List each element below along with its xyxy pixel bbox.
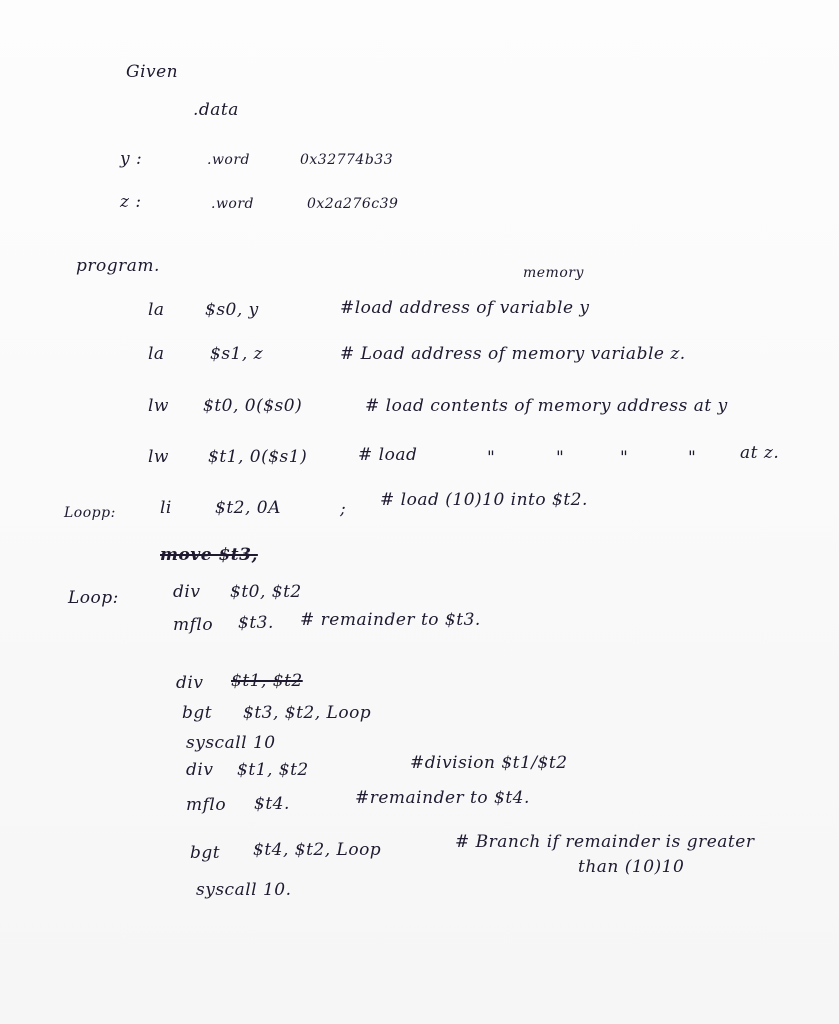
- line-5-comment: # load (10)10 into $t2.: [380, 490, 588, 510]
- line-15-syscall: syscall 10.: [196, 880, 292, 900]
- line-11-syscall: syscall 10: [186, 733, 276, 753]
- line-4-operands: $t1, 0($s1): [208, 447, 308, 467]
- ditto-1: ": [487, 448, 496, 468]
- word-directive-z: .word: [211, 196, 255, 212]
- scribbled-out-line: move $t3,: [160, 545, 258, 565]
- line-1-opcode: la: [148, 300, 165, 320]
- line-8-opcode: mflo: [173, 615, 214, 635]
- line-8-comment: # remainder to $t3.: [300, 610, 481, 630]
- line-7-operands: $t0, $t2: [230, 582, 302, 602]
- line-14-opcode: bgt: [190, 843, 221, 863]
- value-y: 0x32774b33: [300, 152, 394, 168]
- line-9-operands: $t1, $t2: [231, 671, 303, 691]
- line-12-opcode: div: [186, 760, 214, 780]
- line-4-comment: # load: [358, 445, 418, 465]
- line-2-operands: $s1, z: [210, 344, 264, 364]
- line-3-operands: $t0, 0($s0): [203, 396, 303, 416]
- ditto-2: ": [556, 448, 565, 468]
- line-14-comment: # Branch if remainder is greater: [455, 832, 755, 852]
- memory-note: memory: [523, 265, 584, 281]
- line-14-operands: $t4, $t2, Loop: [253, 840, 382, 860]
- semicolon: ;: [340, 499, 347, 519]
- value-z: 0x2a276c39: [307, 196, 399, 212]
- line-8-operands: $t3.: [238, 613, 274, 633]
- line-2-opcode: la: [148, 344, 165, 364]
- line-13-opcode: mflo: [186, 795, 227, 815]
- line-14-comment-cont: than (10)10: [578, 857, 685, 877]
- program-heading: program.: [76, 256, 160, 276]
- line-13-operands: $t4.: [254, 794, 290, 814]
- line-5-opcode: li: [160, 498, 172, 518]
- line-3-opcode: lw: [148, 396, 169, 416]
- line-3-comment: # load contents of memory address at y: [365, 396, 728, 416]
- line-10-operands: $t3, $t2, Loop: [243, 703, 372, 723]
- line-5-operands: $t2, 0A: [215, 498, 281, 518]
- line-12-operands: $t1, $t2: [237, 760, 309, 780]
- line-9-opcode: div: [176, 673, 204, 693]
- line-12-comment: #division $t1/$t2: [410, 753, 568, 773]
- label-y: y :: [120, 149, 143, 169]
- ditto-3: ": [620, 448, 629, 468]
- line-4-opcode: lw: [148, 447, 169, 467]
- loop-label: Loop:: [68, 588, 119, 608]
- line-4-comment-end: at z.: [740, 443, 780, 463]
- line-13-comment: #remainder to $t4.: [355, 788, 530, 808]
- given-heading: Given: [126, 62, 179, 82]
- label-z: z :: [120, 192, 142, 212]
- line-10-opcode: bgt: [182, 703, 213, 723]
- data-directive: .data: [193, 100, 239, 120]
- loopp-label: Loopp:: [64, 505, 116, 521]
- line-7-opcode: div: [173, 582, 201, 602]
- line-1-comment: #load address of variable y: [340, 298, 590, 318]
- line-1-operands: $s0, y: [205, 300, 259, 320]
- word-directive-y: .word: [207, 152, 251, 168]
- line-2-comment: # Load address of memory variable z.: [340, 344, 686, 364]
- ditto-4: ": [688, 448, 697, 468]
